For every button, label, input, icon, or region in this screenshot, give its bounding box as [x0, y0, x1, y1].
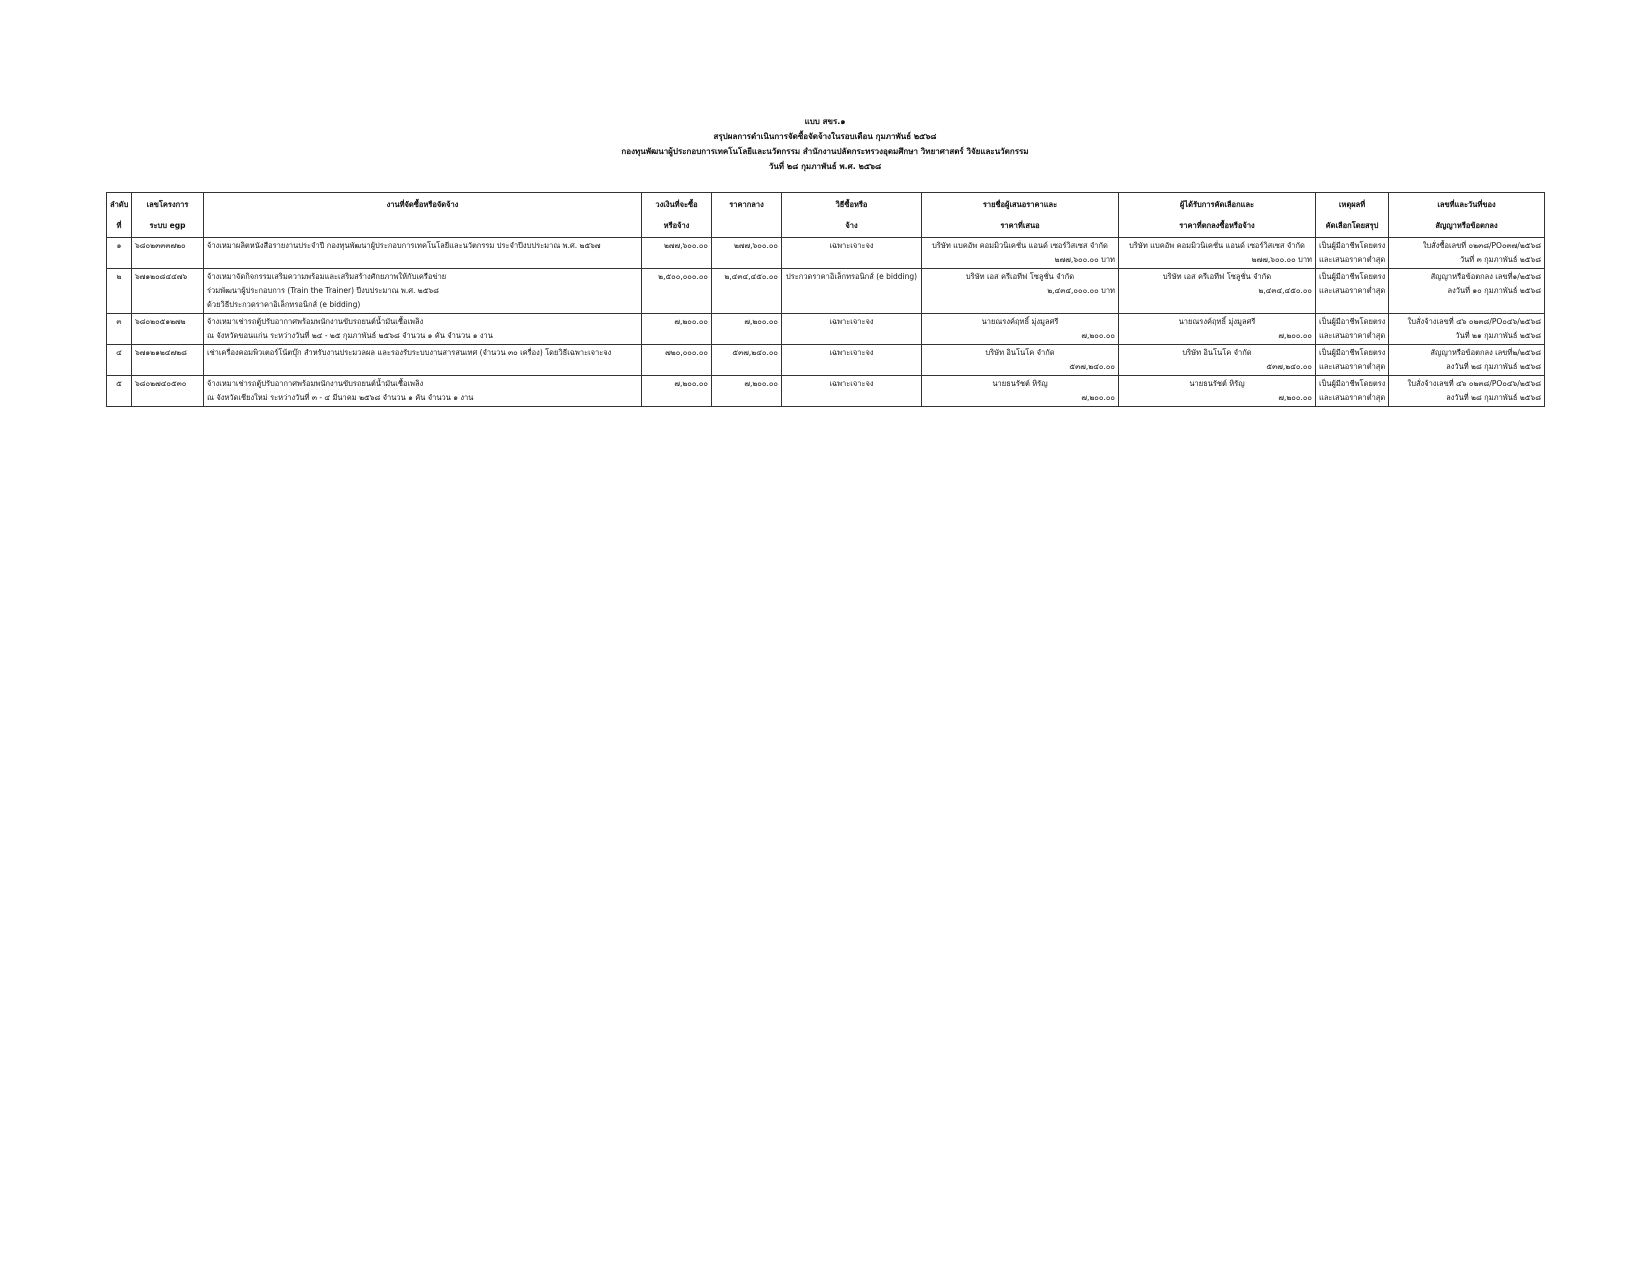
- cell-median-price: ๗,๒๐๐.๐๐: [712, 376, 782, 407]
- cell-winner: บริษัท อินโนโค จำกัด ๕๓๗,๒๔๐.๐๐: [1119, 345, 1316, 376]
- header-contract: เลขที่และวันที่ของ สัญญาหรือข้อตกลง: [1389, 193, 1545, 238]
- cell-winner: บริษัท เอส ครีเอทีฟ โซลูชั่น จำกัด ๒,๔๓๔,๔๕๐.๐๐: [1119, 269, 1316, 314]
- cell-project-number: ๖๗๑๒๐๘๔๔๗๖: [132, 269, 204, 314]
- header-budget: วงเงินที่จะซื้อ หรือจ้าง: [642, 193, 712, 238]
- cell-method: เฉพาะเจาะจง: [782, 376, 922, 407]
- cell-median-price: ๕๓๗,๒๔๐.๐๐: [712, 345, 782, 376]
- cell-bidders: บริษัท เอส ครีเอทีฟ โซลูชั่น จำกัด ๒,๔๓๔,๐๐๐.๐๐ บาท: [922, 269, 1119, 314]
- report-header: [0, 114, 1650, 174]
- cell-reason: เป็นผู้มีอาชีพโดยตรง และเสนอราคาต่ำสุด: [1316, 376, 1389, 407]
- cell-work: จ้างเหมาผลิตหนังสือรายงานประจำปี กองทุนพัฒนาผู้ประกอบการเทคโนโลยีและนวัตกรรม ประจำปีงบประมาณ พ.ศ. ๒๕๖๗: [204, 238, 642, 269]
- table-row: [107, 376, 1545, 407]
- cell-contract: ใบสั่งซื้อเลขที่ ๐๒๓๘/PO๐๓๗/๒๕๖๘ วันที่ ๓ กุมภาพันธ์ ๒๕๖๘: [1389, 238, 1545, 269]
- cell-project-number: ๖๗๑๒๑๒๔๗๒๘: [132, 345, 204, 376]
- cell-contract: สัญญาหรือข้อตกลง เลขที่๒/๒๕๖๘ ลงวันที่ ๒๘ กุมภาพันธ์ ๒๕๖๘: [1389, 345, 1545, 376]
- report-date: วันที่ ๒๘ กุมภาพันธ์ พ.ศ. ๒๕๖๘: [768, 162, 882, 171]
- table-row: [107, 314, 1545, 345]
- cell-work: จ้างเหมาจัดกิจกรรมเสริมความพร้อมและเสริมสร้างศักยภาพให้กับเครือข่าย ร่วมพัฒนาผู้ประกอบการ (Train the Trainer) ปีงบประมาณ พ.ศ. ๒๕๖๘ ด้วยวิธีประกวดราคาอิเล็กทรอนิกส์ (e bidding): [204, 269, 642, 314]
- organization-name: กองทุนพัฒนาผู้ประกอบการเทคโนโลยีและนวัตกรรม สำนักงานปลัดกระทรวงอุดมศึกษา วิทยาศาสตร์ วิจัยและนวัตกรรม: [621, 147, 1029, 156]
- procurement-table: [106, 192, 1545, 407]
- table-row: [107, 269, 1545, 314]
- cell-median-price: ๗,๒๐๐.๐๐: [712, 314, 782, 345]
- header-method: วิธีซื้อหรือ จ้าง: [782, 193, 922, 238]
- cell-work: จ้างเหมาเช่ารถตู้ปรับอากาศพร้อมพนักงานขับรถยนต์น้ำมันเชื้อเพลิง ณ จังหวัดเชียงใหม่ ระหว่างวันที่ ๓ - ๔ มีนาคม ๒๕๖๘ จำนวน ๑ คัน จำนวน ๑ งาน: [204, 376, 642, 407]
- table-header-row: [107, 193, 1545, 238]
- cell-reason: เป็นผู้มีอาชีพโดยตรง และเสนอราคาต่ำสุด: [1316, 345, 1389, 376]
- cell-budget: ๗๒๐,๐๐๐.๐๐: [642, 345, 712, 376]
- cell-bidders: บริษัท แบคอัพ คอมมิวนิเคชั่น แอนด์ เซอร์วิสเซส จำกัด ๒๗๗,๖๐๐.๐๐ บาท: [922, 238, 1119, 269]
- header-median-price: ราคากลาง: [712, 193, 782, 238]
- table-row: [107, 345, 1545, 376]
- cell-no: ๒: [107, 269, 132, 314]
- cell-budget: ๒,๕๐๐,๐๐๐.๐๐: [642, 269, 712, 314]
- header-reason: เหตุผลที่ คัดเลือกโดยสรุป: [1316, 193, 1389, 238]
- cell-bidders: บริษัท อินโนโค จำกัด ๕๓๗,๒๔๐.๐๐: [922, 345, 1119, 376]
- cell-reason: เป็นผู้มีอาชีพโดยตรง และเสนอราคาต่ำสุด: [1316, 269, 1389, 314]
- cell-no: ๓: [107, 314, 132, 345]
- cell-median-price: ๒๗๗,๖๐๐.๐๐: [712, 238, 782, 269]
- cell-contract: สัญญาหรือข้อตกลง เลขที่๑/๒๕๖๘ ลงวันที่ ๑๐ กุมภาพันธ์ ๒๕๖๘: [1389, 269, 1545, 314]
- cell-bidders: นายณรงค์ฤทธิ์ มุ่งมูลศรี ๗,๒๐๐.๐๐: [922, 314, 1119, 345]
- cell-no: ๕: [107, 376, 132, 407]
- cell-budget: ๗,๒๐๐.๐๐: [642, 314, 712, 345]
- cell-project-number: ๖๘๐๒๗๔๐๕๓๐: [132, 376, 204, 407]
- form-code: แบบ สขร.๑: [804, 117, 846, 126]
- header-bidders: รายชื่อผู้เสนอราคาและ ราคาที่เสนอ: [922, 193, 1119, 238]
- cell-budget: ๒๗๗,๖๐๐.๐๐: [642, 238, 712, 269]
- cell-contract: ใบสั่งจ้างเลขที่ ๔๖ ๐๒๓๘/PO๐๔๖/๒๕๖๘ วันที่ ๒๑ กุมภาพันธ์ ๒๕๖๘: [1389, 314, 1545, 345]
- cell-project-number: ๖๘๐๒๐๕๑๒๗๒: [132, 314, 204, 345]
- cell-no: ๔: [107, 345, 132, 376]
- cell-budget: ๗,๒๐๐.๐๐: [642, 376, 712, 407]
- cell-winner: นายธนรัชต์ หิรัญ ๗,๒๐๐.๐๐: [1119, 376, 1316, 407]
- cell-method: เฉพาะเจาะจง: [782, 345, 922, 376]
- cell-work: เช่าเครื่องคอมพิวเตอร์โน้ตบุ๊ก สำหรับงานประมวลผล และรองรับระบบงานสารสนเทศ (จำนวน ๓๐ เครื่อง) โดยวิธีเฉพาะเจาะจง: [204, 345, 642, 376]
- header-work: งานที่จัดซื้อหรือจัดจ้าง: [204, 193, 642, 238]
- header-project-number: เลขโครงการ ระบบ egp: [132, 193, 204, 238]
- report-title: สรุปผลการดำเนินการจัดซื้อจัดจ้างในรอบเดือน กุมภาพันธ์ ๒๕๖๘: [713, 132, 937, 141]
- cell-reason: เป็นผู้มีอาชีพโดยตรง และเสนอราคาต่ำสุด: [1316, 314, 1389, 345]
- cell-median-price: ๒,๔๓๔,๔๕๐.๐๐: [712, 269, 782, 314]
- table-row: [107, 238, 1545, 269]
- header-winner: ผู้ได้รับการคัดเลือกและ ราคาที่ตกลงซื้อหรือจ้าง: [1119, 193, 1316, 238]
- cell-project-number: ๖๘๐๒๓๓๓๗๒๐: [132, 238, 204, 269]
- cell-no: ๑: [107, 238, 132, 269]
- cell-winner: บริษัท แบคอัพ คอมมิวนิเคชั่น แอนด์ เซอร์วิสเซส จำกัด ๒๗๗,๖๐๐.๐๐ บาท: [1119, 238, 1316, 269]
- cell-contract: ใบสั่งจ้างเลขที่ ๔๖ ๐๒๓๘/PO๐๔๖/๒๕๖๘ ลงวันที่ ๒๘ กุมภาพันธ์ ๒๕๖๘: [1389, 376, 1545, 407]
- cell-work: จ้างเหมาเช่ารถตู้ปรับอากาศพร้อมพนักงานขับรถยนต์น้ำมันเชื้อเพลิง ณ จังหวัดขอนแก่น ระหว่างวันที่ ๒๔ - ๒๕ กุมภาพันธ์ ๒๕๖๘ จำนวน ๑ คัน จำนวน ๑ งาน: [204, 314, 642, 345]
- cell-method: เฉพาะเจาะจง: [782, 238, 922, 269]
- cell-method: ประกวดราคาอิเล็กทรอนิกส์ (e bidding): [782, 269, 922, 314]
- cell-winner: นายณรงค์ฤทธิ์ มุ่งมูลศรี ๗,๒๐๐.๐๐: [1119, 314, 1316, 345]
- cell-bidders: นายธนรัชต์ หิรัญ ๗,๒๐๐.๐๐: [922, 376, 1119, 407]
- header-no: ลำดับ ที่: [107, 193, 132, 238]
- cell-method: เฉพาะเจาะจง: [782, 314, 922, 345]
- cell-reason: เป็นผู้มีอาชีพโดยตรง และเสนอราคาต่ำสุด: [1316, 238, 1389, 269]
